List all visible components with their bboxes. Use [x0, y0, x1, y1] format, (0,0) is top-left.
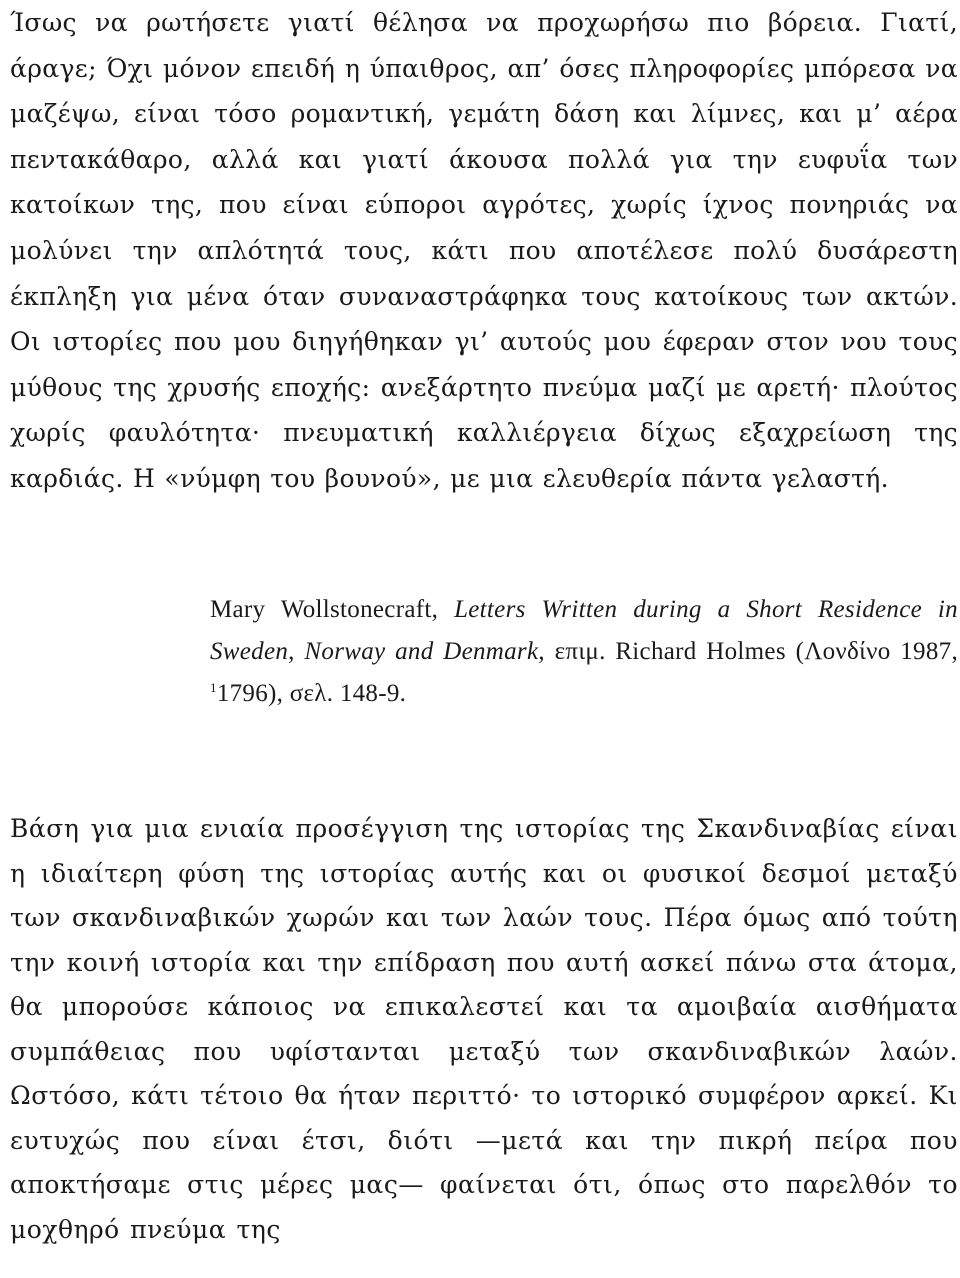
body-paragraph: [10, 807, 958, 1252]
citation-edition-superscript: 1: [210, 680, 217, 695]
citation-author: Mary Wollstonecraft,: [210, 596, 439, 623]
citation-tail: 1796), σελ. 148-9.: [216, 680, 407, 707]
epigraph-quote: [10, 0, 958, 502]
epigraph-citation: [210, 589, 958, 715]
citation-title: Letters Written during a Short Residence in Sweden, Norway and Denmark: [210, 596, 958, 665]
body-paragraph-text: Βάση για μια ενιαία προσέγγιση της ιστορίας της Σκανδιναβίας είναι η ιδιαίτερη φύση της ιστορίας αυτής και οι φυσικοί δεσμοί μεταξύ των σκανδιναβικών χωρών και των λαών τους. Πέρα όμως από τούτη την κοινή ιστορία και την επίδραση που αυτή ασκεί πάνω στα άτομα, θα μπορούσε κάποιος να επικαλεστεί και τα αμοιβαία αισθήματα συμπάθειας που υφίστανται μεταξύ των σκανδιναβικών λαών. Ωστόσο, κάτι τέτοιο θα ήταν περιττό· το ιστορικό συμφέρον αρκεί. Κι ευτυχώς που είναι έτσι, διότι —μετά και την πικρή πείρα που αποκτήσαμε στις μέρες μας— φαίνεται ότι, όπως στο παρελθόν το μοχθηρό πνεύμα της: [10, 814, 958, 1244]
epigraph-text: Ίσως να ρωτήσετε γιατί θέλησα να προχωρήσω πιο βόρεια. Γιατί, άραγε; Όχι μόνον επειδή η ύπαιθρος, απ’ όσες πληροφορίες μπόρεσα να μαζέψω, είναι τόσο ρομαντική, γεμάτη δάση και λίμνες, και μ’ αέρα πεντακάθαρο, αλλά και γιατί άκουσα πολλά για την ευφυΐα των κατοίκων της, που είναι εύποροι αγρότες, χωρίς ίχνος πονηριάς να μολύνει την απλότητά τους, κάτι που αποτέλεσε πολύ δυσάρεστη έκπληξη για μένα όταν συναναστράφηκα τους κατοίκους των ακτών. Οι ιστορίες που μου διηγήθηκαν γι’ αυτούς μου έφεραν στον νου τους μύθους της χρυσής εποχής: ανεξάρτητο πνεύμα μαζί με αρετή· πλούτος χωρίς φαυλότητα· πνευματική καλλιέργεια δίχως εξαχρείωση της καρδιάς. Η «νύμφη του βουνού», με μια ελευθερία πάντα γελαστή.: [10, 8, 958, 493]
citation-editor: , επιμ. Richard Holmes (Λονδίνο 1987,: [538, 638, 958, 665]
